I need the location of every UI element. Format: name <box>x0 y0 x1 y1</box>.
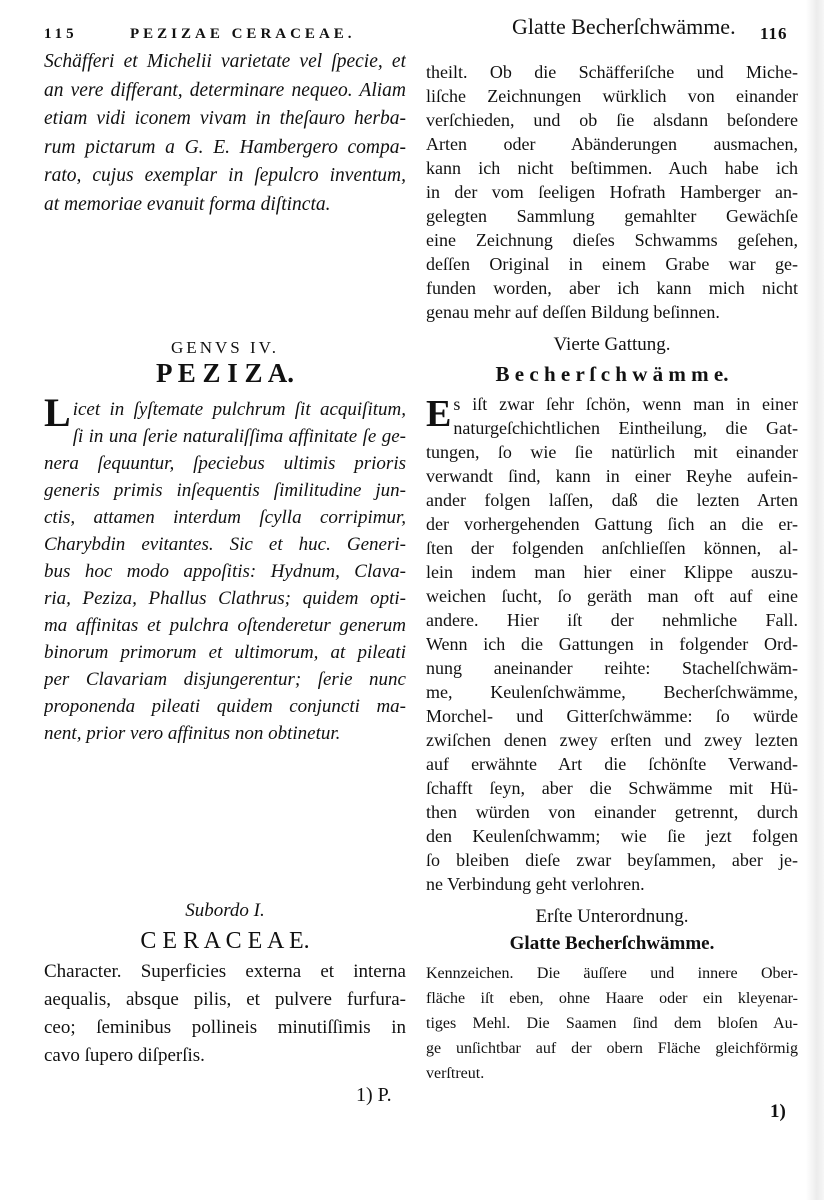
right-catchword: 1) <box>770 1101 786 1122</box>
page-gutter-shadow <box>806 0 824 1200</box>
text-line: theilt. Ob die Schäfferiſche und Miche- <box>426 62 798 82</box>
text-line: Charybdin evitantes. Sic et huc. Generi- <box>44 534 406 555</box>
text-line: ſten der folgenden anſchlieſſen können, al- <box>426 538 798 558</box>
text-line: cavo ſupero diſperſis. <box>44 1045 205 1066</box>
text-line: nung aneinander reihte: Stachelſchwäm- <box>426 658 798 678</box>
left-subordo-label: Subordo I. <box>185 900 265 921</box>
text-line: Morchel- und Gitterſchwämme: ſo würde <box>426 706 798 726</box>
right-page-number: 116 <box>760 24 788 43</box>
text-line: tungen, ſo wie ſie natürlich mit einander <box>426 442 798 462</box>
text-line: verſchieden, und ob ſie alsdann beſondere <box>426 110 798 130</box>
text-line: then würden von einander getrennt, durch <box>426 802 798 822</box>
right-intro-paragraph <box>426 60 798 324</box>
text-line: verſtreut. <box>426 1065 485 1082</box>
right-running-head: Glatte Becherſchwämme. <box>512 14 736 39</box>
text-line: auf erwähnte Art die ſchönſte Verwand- <box>426 754 798 774</box>
left-subordo-name: C E R A C E A E. <box>140 928 310 954</box>
text-line: per Clavariam disjungerentur; ſerie nunc <box>44 669 406 690</box>
right-character-paragraph <box>426 961 798 1086</box>
text-line: proponenda pileati quidem conjuncti ma- <box>44 696 406 717</box>
left-genus-label: GENVS IV. <box>171 338 279 357</box>
text-line: eine Zeichnung dieſes Schwamms geſehen, <box>426 230 798 250</box>
text-line: icet in ſyſtemate pulchrum ſit acquiſitum, <box>72 399 406 420</box>
right-genus-paragraph <box>426 392 798 896</box>
text-line: Arten oder Abänderungen ausmachen, <box>426 134 798 154</box>
text-line: etiam vidi iconem vivam in theſauro herba- <box>44 108 406 129</box>
text-line: gelegten Sammlung gemahlter Gewächſe <box>426 206 798 226</box>
text-line: Kennzeichen. Die äuſſere und innere Ober- <box>426 965 798 982</box>
left-genus-lines <box>44 390 406 747</box>
right-subordo-name: Glatte Becherſchwämme. <box>509 933 715 954</box>
text-line: naturgeſchichtlichen Eintheilung, die Gat- <box>453 418 798 438</box>
text-line: generis primis inſequentis ſimilitudine jun- <box>44 480 406 501</box>
text-line: der vorhergehenden Gattung ſich an die er- <box>426 514 798 534</box>
text-line: ſchafft ſeyn, aber die Schwämme mit Hü- <box>426 778 798 798</box>
left-running-head: PEZIZAE CERACEAE. <box>130 26 356 42</box>
left-catchword: 1) P. <box>356 1084 392 1106</box>
text-line: Schäfferi et Michelii varietate vel ſpecie, et <box>44 51 406 72</box>
left-page-number: 115 <box>44 26 78 42</box>
left-genus-name: P E Z I Z A. <box>155 358 295 388</box>
right-subordo-label: Erſte Unterordnung. <box>535 906 689 927</box>
text-line: genau mehr auf deſſen Bildung beſinnen. <box>426 302 720 322</box>
text-line: nent, prior vero affinitus non obtinetur. <box>44 723 341 744</box>
text-line: s iſt zwar ſehr ſchön, wenn man in einer <box>453 394 798 414</box>
text-line: ſi in una ſerie naturaliſſima affinitate ſe ge- <box>72 426 406 447</box>
text-line: at memoriae evanuit forma diſtincta. <box>44 193 331 215</box>
text-line: andere. Hier iſt der nehmliche Fall. <box>426 610 798 630</box>
text-line: bus hoc modo appoſitis: Hydnum, Clava- <box>44 561 406 582</box>
text-line: Wenn ich die Gattungen in folgender Ord- <box>426 634 798 654</box>
text-line: funden worden, aber ich kann mich nicht <box>426 278 798 298</box>
text-line: weichen ſucht, ſo geräth man oft auf eine <box>426 586 798 606</box>
text-line: tiges Mehl. Die Saamen ſind dem bloſen Au- <box>426 1015 798 1032</box>
text-line: ſo bleiben dieſe zwar beyſammen, aber je- <box>426 850 798 870</box>
text-line: ctis, attamen interdum ſcylla corripimur, <box>44 507 406 528</box>
text-line: Character. Superficies externa et interna <box>44 961 406 982</box>
text-line: rum pictarum a G. E. Hambergero compa- <box>44 136 406 158</box>
text-line: ma affinitas et pulchra oſtenderetur generum <box>44 615 406 636</box>
left-genus-paragraph <box>44 390 406 747</box>
right-genus-lines <box>426 392 798 896</box>
text-line: deſſen Original in einem Grabe war ge- <box>426 254 798 274</box>
text-line: an vere differant, determinare nequeo. Aliam <box>44 79 406 101</box>
text-line: zwiſchen denen zwey erſten und zwey lezten <box>426 730 798 750</box>
text-line: ge unſichtbar auf der obern Fläche gleichförmig <box>426 1040 798 1057</box>
right-drop-cap: E <box>426 393 452 435</box>
text-line: fläche iſt eben, ohne Haare oder ein kleyenar- <box>426 990 798 1007</box>
left-intro-paragraph <box>44 48 406 219</box>
text-line: liſche Zeichnungen würklich von einander <box>426 86 798 106</box>
text-line: lein indem man hier einer Klippe auszu- <box>426 562 798 582</box>
text-line: ria, Peziza, Phallus Clathrus; quidem opti- <box>44 588 406 609</box>
text-line: ne Verbindung geht verlohren. <box>426 874 645 894</box>
left-drop-cap: L <box>44 390 71 435</box>
text-line: ander folgen laſſen, daß die lezten Arten <box>426 490 798 510</box>
text-line: nera ſequuntur, ſpeciebus ultimis prioris <box>44 453 406 474</box>
text-line: binorum primorum et ultimorum, at pileati <box>44 642 406 663</box>
text-line: ceo; ſeminibus pollineis minutiſſimis in <box>44 1017 406 1038</box>
text-line: in der vom ſeeligen Hofrath Hamberger an- <box>426 182 798 202</box>
text-line: me, Keulenſchwämme, Becherſchwämme, <box>426 682 798 702</box>
text-line: aequalis, absque pilis, et pulvere furfura- <box>44 989 406 1010</box>
text-line: den Keulenſchwamm; wie ſie jezt folgen <box>426 826 798 846</box>
right-genus-name: B e c h e r ſ c h w ä m m e. <box>495 362 729 386</box>
left-character-paragraph <box>44 958 406 1070</box>
right-genus-label: Vierte Gattung. <box>553 334 671 355</box>
text-line: rato, cujus exemplar in ſepulcro inventum, <box>44 165 406 186</box>
text-line: kann ich nicht beſtimmen. Auch habe ich <box>426 158 798 178</box>
text-line: verwandt ſind, kann in einer Reyhe aufein- <box>426 466 798 486</box>
